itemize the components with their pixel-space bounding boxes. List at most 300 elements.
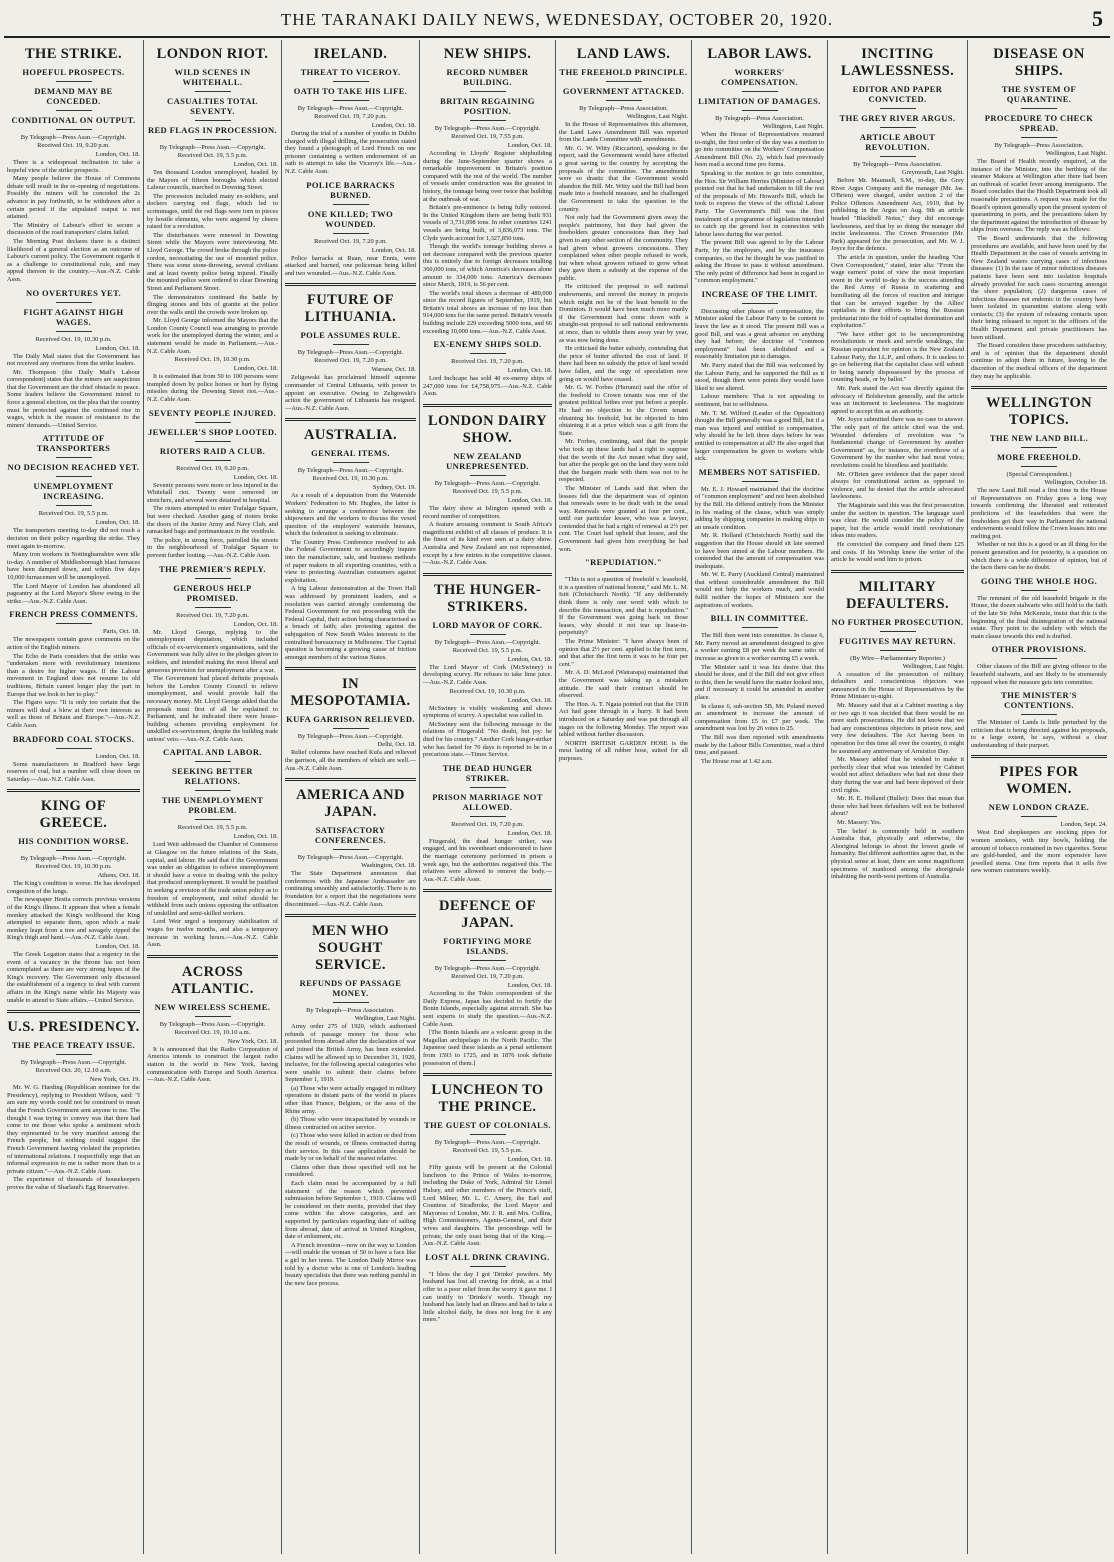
subheading: POLICE BARRACKS BURNED. bbox=[306, 179, 395, 200]
subheading: THE GUEST OF COLONIALS. bbox=[424, 1120, 551, 1131]
short-rule bbox=[742, 303, 778, 304]
received-time: Received Oct. 19, 9.20 p.m. bbox=[37, 142, 110, 149]
short-rule bbox=[333, 849, 369, 850]
short-rule bbox=[880, 650, 916, 651]
paragraph: In the House of Representatives this afternoon, the Land Laws Amendment Bill was reported from the Lands Committee with amendments. bbox=[559, 121, 688, 144]
headline: IN MESOPOTAMIA. bbox=[290, 676, 411, 710]
subheading: HIS CONDITION WORSE. bbox=[18, 836, 129, 847]
subheading: WORKERS' COMPENSATION. bbox=[720, 67, 799, 87]
subheading: LORD MAYOR OF CORK. bbox=[432, 619, 543, 630]
subheading: GENEROUS HELP PROMISED. bbox=[173, 582, 252, 603]
paragraph: The dairy show at Islington opened with a record number of competitors. bbox=[423, 505, 552, 520]
byline: (Special Correspondent.) bbox=[1006, 471, 1072, 479]
byline: By Telegraph—Press Association. bbox=[306, 1007, 395, 1015]
paragraph: The Echo de Paris considers that the strike was "undertaken more with revolutionary intentions than a desire for higher wages. If the Labour movement in England does not resume its old traditions, Britain cannot longer play the part in Europe that we look to her to play." bbox=[7, 652, 140, 698]
dateline: London, Oct. 18. bbox=[95, 151, 140, 158]
received-time: Received Oct. 19, 5.5 p.m. bbox=[177, 824, 248, 832]
paragraph: (a) Those who were actually engaged in military operations in distant parts of the world in places other than France, Belgium, or the area of the Rhine army. bbox=[285, 1084, 416, 1115]
dateline: London, Oct. 18. bbox=[507, 696, 552, 704]
byline: By Telegraph—Press Association. bbox=[715, 115, 804, 122]
paragraph: The police, in strong force, patrolled the streets in the neighbourhood of Trafalgar Square to prevent further looting.—Aus.-N.Z. Cable Assn. bbox=[147, 536, 278, 559]
received-time: Received Oct. 19, 10.30 p.m. bbox=[35, 863, 112, 871]
dateline: Wellington, October 18. bbox=[1044, 479, 1107, 487]
short-rule bbox=[470, 1266, 506, 1267]
dateline: London, Oct. 18. bbox=[233, 833, 278, 841]
paragraph: Mr. W. E. Parry (Auckland Central) maintained that without considerable amendment the Bill would not help the workers much, and would fulfil neither the hopes of Ministers nor the aspirations of workers. bbox=[695, 571, 824, 609]
subheading: CAPITAL AND LABOR. bbox=[163, 747, 262, 758]
subheading: OATH TO TAKE HIS LIFE. bbox=[293, 86, 408, 96]
short-rule bbox=[195, 790, 231, 791]
paragraph: Labour members: That is not appealing to sentiment, but to selfishness. bbox=[695, 393, 824, 408]
paragraph: The Figaro says: "It is only too certain that the miners will deal a blow at their own interests as well as those of Britain and Europe."—Aus.-N.Z. Cable Assn. bbox=[7, 699, 140, 729]
short-rule bbox=[470, 475, 506, 476]
headline: DEFENCE OF JAPAN. bbox=[438, 898, 537, 932]
short-rule bbox=[742, 91, 778, 92]
subheading: KUFA GARRISON RELIEVED. bbox=[286, 714, 415, 725]
short-rule bbox=[470, 816, 506, 817]
paragraph: The Board of Health recently enquired, at the instance of the Minister, into the berthing of the steamer Makura at Wellington after there had been an outbreak of scarlet fever among immigrants. The Board concludes that the Health Department took all reasonable precautions. A request was made for the Board's opinion generally upon the present system of quarantining in ports, and the precautions taken by the department against the introduction of disease by ships from overseas. The reply was as follows: bbox=[971, 158, 1107, 234]
short-rule bbox=[333, 462, 369, 463]
byline: By Telegraph—Press Assn.—Copyright. bbox=[297, 105, 404, 112]
short-rule bbox=[880, 631, 916, 632]
byline: By Telegraph—Press Assn.—Copyright. bbox=[297, 467, 404, 475]
headline: KING OF GREECE. bbox=[39, 798, 108, 832]
short-rule bbox=[333, 233, 369, 234]
paragraph: Discussing other phases of compensation, the Minister asked the Labour Party to be content to leave the law as it stood. The present Bill was a good Bill, and was a great advance on anything they had before; the doctrine of "common employment" had been abolished and a reasonably limitation put to damages. bbox=[695, 307, 824, 361]
dateline: London, Oct. 18. bbox=[507, 829, 552, 837]
short-rule bbox=[470, 1134, 506, 1135]
headline: IRELAND. bbox=[313, 46, 388, 62]
page-number: 5 bbox=[1092, 6, 1104, 31]
subheading: REFUNDS OF PASSAGE MONEY. bbox=[299, 978, 402, 999]
short-rule bbox=[195, 460, 231, 461]
paragraph: The Bill was then reported with amendments made by the Labour Bills Committee, read a third time, and passed. bbox=[695, 733, 824, 757]
divider bbox=[7, 1010, 140, 1013]
received-time: Received Oct. 19, 10.10 a.m. bbox=[174, 1028, 251, 1036]
paragraph: Seventy persons were more or less injured in the Whitehall riot. Twenty were removed on stretchers, and several were detained in hospital. bbox=[147, 481, 278, 504]
subheading: LOST ALL DRINK CRAVING. bbox=[425, 1251, 550, 1262]
received-time: Received Oct. 19, 5.5 p.m. bbox=[38, 510, 109, 518]
paragraph: Mr. Lloyd George informed the Mayors that the London County Council was arranging to provide work for the unemployed during the winter, and a statement would be made in Parliament.—Aus.-N.Z. Cable Assn. bbox=[147, 317, 278, 355]
short-rule bbox=[333, 81, 369, 82]
subheading: NEW WIRELESS SCHEME. bbox=[154, 1001, 271, 1012]
paragraph: Lord Inchcape has sold 40 ex-enemy ships of 247,000 tons for £4,758,975.—Aus.-N.Z. Cable Assn. bbox=[423, 375, 552, 398]
paragraph: "This is not a question of freehold v. leasehold, it is a question of national honour," said Mr. L. M. Isitt (Christchurch North). "If any deliberately think there is only one word with which to describe this transaction, and that is repudiation." If the Government was going back on those leases, why should it not tear up lease-in-perpetuity? bbox=[559, 576, 688, 637]
received-time: Received Oct. 19, 7.20 p.m. bbox=[176, 611, 249, 619]
dateline: Wellington, Last Night. bbox=[626, 113, 688, 120]
dateline: London, Oct. 18. bbox=[233, 365, 278, 373]
paragraph: The Country Press Conference resolved to ask the Federal Government to accordingly inquire into the manufacture, sale, and business methods of paper makers in all exporting countries, with a view to protecting Australian consumers against exploitation. bbox=[285, 538, 416, 584]
received-time: Received Oct. 19, 10.30 p.m. bbox=[312, 475, 389, 483]
divider bbox=[285, 283, 416, 286]
subheading: THE UNEMPLOYMENT PROBLEM. bbox=[161, 795, 264, 816]
received-time: Received Oct. 19, 7.20 p.m. bbox=[314, 357, 387, 365]
paragraph: Mr. Lloyd George, replying to the unemployment deputation, which included officials of ex-servicemen's organisations, said the Government was fully alive to the pledges given to soldiers, and intended making the most liberal and generous provision for unemployment after a war. bbox=[147, 628, 278, 674]
newspaper-page bbox=[4, 4, 1110, 1554]
short-rule bbox=[470, 120, 506, 121]
paragraph: During the trial of a number of youths in Dublin charged with illegal drilling, the prosecution stated they found a photograph of Lord French on one prisoner containing a written endorsement of an oath to attempt to take the Viceroy's life.—Aus.-N.Z. Cable Assn. bbox=[285, 130, 416, 175]
paragraph: A big Labour demonstration at the Town Hall was addressed by prominent leaders, and a resolution was carried strongly condemning the Federal Government for not proceeding with the Federal Capital, their action being characterised as a breach of faith; also protesting against the subjugation of New South Wales interests to the centralised bureaucracy in Melbourne. The Capital question is becoming a growing cause of friction amongst members of the various States. bbox=[285, 585, 416, 661]
column-8 bbox=[968, 40, 1110, 1554]
subheading: NO OVERTURES YET. bbox=[25, 287, 122, 298]
paragraph: The Daily Mail states that the Government has not received any overtures from the strike leaders. bbox=[7, 352, 140, 368]
short-rule bbox=[56, 1054, 92, 1055]
subheading: RIOTERS RAID A CLUB. bbox=[159, 445, 266, 456]
received-time: Received Oct. 19, 5.5 p.m. bbox=[452, 488, 523, 496]
byline: By Telegraph—Press Assn.—Copyright. bbox=[297, 854, 404, 862]
paragraph: Fitzgerald, the dead hunger striker, was engaged, and his sweetheart endeavoured to have the marriage ceremony performed in prison a week ago, but the authorities negatived this. The relatives were allowed to remove the body.—Aus.-N.Z. Cable Assn. bbox=[423, 837, 552, 883]
received-time: Received Oct. 19, 10.30 p.m. bbox=[35, 335, 112, 343]
received-time: Received Oct. 19, 7.20 p.m. bbox=[451, 358, 524, 366]
paragraph: Mr. T. M. Wilford (Leader of the Opposition) thought the Bill generally was a good Bill, but if a man was injured and entitled to compensation, why should he be left three days before he was entitled to compensation at all? He also urged that larger compensation be given to workers while sick. bbox=[695, 409, 824, 463]
dateline: London, Oct. 18. bbox=[95, 344, 140, 352]
paragraph: The State Department announces that conferences with the Japanese Ambassador are continuing smoothly and satisfactorily. There is no foundation for a report that the negotiations were discontinued.—Aus.-N.Z. Cable Assn. bbox=[285, 870, 416, 908]
subheading: GOING THE WHOLE HOG. bbox=[980, 575, 1098, 586]
dateline: London, Oct. 18. bbox=[95, 943, 140, 951]
dateline: London, Oct. 18. bbox=[233, 473, 278, 481]
short-rule bbox=[1021, 714, 1057, 715]
column-3 bbox=[282, 40, 420, 1554]
subheading: RECORD NUMBER BUILDING. bbox=[446, 67, 529, 87]
paragraph: Each claim must be accompanied by a full statement of the reason which prevented submission before September 1, 1919. Claims will be considered on their merits, provided that they come within the above categories, and are supported by particulars regarding date of sailing from abroad, date of arrival in United Kingdom, date of enlistment, etc. bbox=[285, 1180, 416, 1241]
byline: By Telegraph—Press Association. bbox=[579, 105, 668, 112]
headline: LONDON DAIRY SHOW. bbox=[427, 413, 548, 447]
headline: LAND LAWS. bbox=[576, 46, 671, 62]
headline: THE HUNGER-STRIKERS. bbox=[433, 581, 542, 615]
dateline: London, Oct. 18. bbox=[95, 752, 140, 760]
subheading: THE FREEHOLD PRINCIPLE. bbox=[559, 67, 688, 77]
dateline: Wellington, Last Night. bbox=[1045, 150, 1107, 157]
paragraph: Some manufacturers in Bradford have large reserves of coal, but a number will close down on Saturday.—Aus.-N.Z. Cable Assn. bbox=[7, 760, 140, 783]
subheading: SEVENTY PEOPLE INJURED. bbox=[148, 407, 277, 418]
paragraph: The newspapers contain grave comments on the action of the English miners. bbox=[7, 636, 140, 651]
paragraph: The remnant of the old leasehold brigade in the House, the dozen stalwarts who still hold to the faith of the late Sir John McKenzie, insist that this is the beginning of the final disintegration of the national estate. They point to the subtlety with which the main clause towards this end is drafted. bbox=[971, 594, 1107, 640]
divider bbox=[423, 573, 552, 576]
short-rule bbox=[195, 578, 231, 579]
paragraph: Mr. Massey said that at a Cabinet meeting a day or two ago it was decided that there would be no more such prosecutions. He did not know that we had any conscientious objectors in prison now, and very few defaulters. The Act having been in operation for this time all over the country, it might be assumed any anniversary of Armistice Day. bbox=[831, 702, 964, 755]
headline: AMERICA AND JAPAN. bbox=[296, 787, 405, 821]
paragraph: The new Land Bill read a first time in the House of Representatives on Friday goes a long way towards confirming the liberated and reiterated predictions of the leaseholders that were the freeholders got their way in Parliament the national endowments would follow the Crown leases into one melting pot. bbox=[971, 487, 1107, 540]
dateline: Greymouth, Last Night. bbox=[901, 169, 964, 176]
column-4 bbox=[420, 40, 556, 1554]
subheading: THE NEW LAND BILL. bbox=[989, 433, 1089, 444]
paragraph: Mr. Joyce submitted there was no case to answer. The only part of the article cited was the end. Wounded defenders of revolution was "a fundamental change of Government by another Government" as, for instance, the overthrow of a Government by the number who had most votes; revolutions could be bloodless and justifiable. bbox=[831, 416, 964, 469]
subheading: GOVERNMENT ATTACKED. bbox=[562, 86, 685, 96]
paragraph: Before Mr. Maunsell, S.M., to-day, the Grey River Argus Company and the manager (Mr. Jas. O'Brien) were charged, under section 2 of the Police Offences Amendment Act, 1919, that by publishing in the Argus on Aug. 9th an article headed "Blackbell Notes," they did encourage lawlessness, and that by so doing the manager did incite lawlessness. The Crown Prosecutor (Mr. Park) appeared for the prosecution, and Mr. W. J. Joyce for the defence. bbox=[831, 177, 964, 253]
paragraph: Claims other than those specified will not be considered. bbox=[285, 1163, 416, 1179]
short-rule bbox=[195, 1016, 231, 1017]
short-rule bbox=[195, 120, 231, 121]
paragraph: Mr. E. J. Howard maintained that the doctrine of "common employment" and not been abolished by the Bill. He differed entirely from the Minister in his reading of the clause, which was simply adding by shipping companies in making ships in an unsafe condition. bbox=[695, 485, 824, 531]
received-time: Received Oct. 19, 7.20 p.m. bbox=[314, 237, 387, 245]
subheading: SEEKING BETTER RELATIONS. bbox=[172, 766, 253, 787]
paragraph: The Minister of Lands said that when the lessees fell due the department was of opinion that renewals were to be dealt with in the usual way. Renewals were granted at four per cent., until our particular lessee, who was a lawyer, contended that he had a right of renewal at 2½ per cent. The Court had upheld that lessee, and the Government had given him everything he had won. bbox=[559, 484, 688, 553]
subheading: BRITAIN REGAINING POSITION. bbox=[440, 96, 535, 116]
paragraph: The Minister of Lands is little perturbed by the criticism that is being directed against his proposals, to a large extent, he says, without a clear understanding of their purport. bbox=[971, 719, 1107, 749]
short-rule bbox=[56, 81, 92, 82]
short-rule bbox=[56, 129, 92, 130]
subheading: FRENCH PRESS COMMENTS. bbox=[9, 609, 138, 620]
subheading: THREAT TO VICEROY. bbox=[300, 67, 401, 77]
column-2 bbox=[144, 40, 282, 1554]
paragraph: He convicted the company and fined them £25 and costs. If his Worship knew the writer of the article he would send him to prison. bbox=[831, 540, 964, 564]
byline: By Telegraph—Press Assn.—Copyright. bbox=[434, 125, 541, 132]
divider bbox=[147, 955, 278, 958]
paragraph: The Lord Mayor of Cork (McSwiney) is developing scurvy. He refuses to take lime juice.—Aus.-N.Z. Cable Assn. bbox=[423, 663, 552, 686]
dateline: Washington, Oct. 18. bbox=[361, 862, 416, 870]
paragraph: McSwiney sent the following message to the relations of Fitzgerald: "No doubt, but joy: he died for his country." Another Cork hunger-striker who has fasted for 70 days is reported to be in a precarious state.—Times Service. bbox=[423, 720, 552, 759]
short-rule bbox=[742, 481, 778, 482]
dateline: London, Oct. 18. bbox=[371, 122, 416, 129]
short-rule bbox=[1021, 108, 1057, 109]
headline: WELLINGTON TOPICS. bbox=[985, 395, 1093, 429]
short-rule bbox=[606, 571, 642, 572]
subheading: EDITOR AND PAPER CONVICTED. bbox=[852, 84, 943, 104]
subheading: NEW LONDON CRAZE. bbox=[988, 802, 1090, 813]
column-1 bbox=[4, 40, 144, 1554]
dateline: London, Oct. 18. bbox=[507, 497, 552, 505]
received-time: Received Oct. 19, 7.20 p.m. bbox=[451, 820, 524, 828]
paragraph: "We have either got to be uncompromising revolutionists or meek and servile weaklings, the Russian equivalent for opinion is the New Zealand Labour Party, the I.L.P., and others. It is useless to go on believing that the capitalist class will submit to being tamely dispossessed by the process of counting heads, or by ballot." bbox=[831, 330, 964, 384]
dateline: Wellington, Last Night. bbox=[354, 1015, 416, 1023]
dateline: London, Sept. 24. bbox=[1060, 821, 1107, 829]
divider bbox=[7, 789, 140, 792]
dateline: Wellington, Last Night. bbox=[762, 123, 824, 130]
column-6 bbox=[692, 40, 828, 1554]
subheading: JEWELLER'S SHOP LOOTED. bbox=[148, 426, 277, 437]
subheading: THE MINISTER'S CONTENTIONS. bbox=[1001, 690, 1077, 711]
paragraph: The Lord Mayor of London has abandoned all pageantry at the Lord Mayor's Show owing to the strike.—Aus.-N.Z. Cable Assn. bbox=[7, 582, 140, 605]
short-rule bbox=[333, 204, 369, 205]
paragraph: The world's total shows a decrease of 489,000 since the record figures of September, 1919, but Britain's total shows an increase of no less than 914,000 tons for the same period. Britain's vessels building include 229 exceeding 5000 tons, and 66 exceeding 10,000 tons.—Aus.-N.Z. Cable Assn. bbox=[423, 289, 552, 335]
byline: By Telegraph—Press Assn.—Copyright. bbox=[20, 134, 127, 141]
subheading: THE PEACE TREATY ISSUE. bbox=[11, 1040, 136, 1051]
subheading: LIMITATION OF DAMAGES. bbox=[698, 96, 821, 106]
short-rule bbox=[56, 623, 92, 624]
byline: By Telegraph—Press Assn.—Copyright. bbox=[20, 1059, 127, 1067]
columns bbox=[4, 40, 1110, 1554]
short-rule bbox=[470, 787, 506, 788]
paragraph: Mr. Massey: Yes. bbox=[837, 818, 882, 826]
paragraph: (c) Those who were killed in action or died from the result of wounds, or illness contracted during their service. In this case application should be made by or on behalf of the nearest relative. bbox=[285, 1132, 416, 1163]
received-time: Received Oct. 19, 7.55 p.m. bbox=[451, 133, 524, 140]
paragraph: The Ministry of Labour's effort to secure a discussion of the road transporters' claim failed. bbox=[7, 221, 140, 237]
subheading: MEMBERS NOT SATISFIED. bbox=[698, 466, 821, 477]
subheading: NO DECISION REACHED YET. bbox=[7, 462, 140, 473]
paragraph: The procession included many ex-soldiers, and dockers carrying red flags, which led to scrimmages, until the red flags were torn to pieces by hostile elements, who were angered by cheers raised for a revolution. bbox=[147, 192, 278, 231]
byline: By Telegraph—Press Assn.—Copyright. bbox=[434, 1139, 541, 1147]
subheading: INCREASE OF THE LIMIT. bbox=[701, 288, 818, 299]
byline: By Telegraph—Press Assn.—Copyright. bbox=[20, 855, 127, 863]
short-rule bbox=[1021, 590, 1057, 591]
short-rule bbox=[56, 110, 92, 111]
short-rule bbox=[56, 302, 92, 303]
paragraph: West End shopkeepers are stocking pipes for women smokers, with tiny bowls, holding the amount of tobacco contained in two cigarettes. Some are gold-banded, and the more expensive have jewelled stems. One firm reports that it sells five new women customers weekly. bbox=[971, 829, 1107, 875]
paragraph: Many people believe the House of Commons debate will result in the re-opening of negotiations. Possibly the miners will be conceded the 2s advance in pay forthwith, to be withdrawn after a certain period if the stipulated output is not attained. bbox=[7, 175, 140, 221]
dateline: Warsaw, Oct. 18. bbox=[371, 366, 416, 374]
short-rule bbox=[195, 761, 231, 762]
short-rule bbox=[1021, 137, 1057, 138]
subheading: GENERAL ITEMS. bbox=[311, 448, 390, 459]
masthead bbox=[4, 4, 1110, 38]
paragraph: According to Lloyds' Register shipbuilding during the June-September quarter shows a remarkable improvement in Britain's position compared with the rest of the world. The number of vessels under construction was the greatest in history, the tonnage being over twice that building at the outbreak of war. bbox=[423, 150, 552, 203]
paragraph: The disturbances were renewed in Downing Street while the Mayors were interviewing Mr. Lloyd George. The crowd broke through the police cordon, necessitating the use of mounted police. There was some stone-throwing, several civilians and at least twenty police being injured. Finally the mounted police were ordered to clear Downing Street and Parliament Street. bbox=[147, 231, 278, 292]
received-time: Received Oct. 19, 7.20 p.m. bbox=[451, 973, 524, 981]
short-rule bbox=[470, 353, 506, 354]
short-rule bbox=[195, 422, 231, 423]
headline: DISEASE ON SHIPS. bbox=[993, 46, 1085, 79]
column-5 bbox=[556, 40, 692, 1554]
received-time: Received Oct. 19, 9.20 p.m. bbox=[176, 464, 249, 472]
paragraph: He criticised the proposal to sell national endowments, and moved the money in projects which might not be of the least benefit to the Dominion. It would have been much more manly if the Government had come down with a straight-out proposal to sell national endowments at once, than to whittle them away year by year, as was now being done. bbox=[559, 283, 688, 344]
paragraph: The Bill then went into committee. In clause 6, Mr. Parry moved an amendment designed to give a worker earning £8 per week the same ratio of increase as given to a worker earning £5 a week. bbox=[695, 632, 824, 663]
paragraph: Mr. O'Brien gave evidence that the paper stood always for constitutional action as opposed to violence, and he denied that the article advocated lawlessness. bbox=[831, 470, 964, 501]
short-rule bbox=[1021, 447, 1057, 448]
paragraph: Mr. W. G. Harding (Republican nominee for the Presidency), replying to President Wilson, said: "I am sure my words could not be construed to mean that the French Government sent anyone to me. The thought I was trying to convey was that there had come to me those who spoke a sentiment which they represented to be very manifest among the French people, but nothing could suggest the French Government having violated the proprieties of international relations. I respectfully urge that an informal expression to me is rather more than to a private citizen."—Aus.-N.Z. Cable Assn. bbox=[7, 1084, 140, 1175]
headline: AUSTRALIA. bbox=[303, 427, 398, 444]
short-rule bbox=[470, 960, 506, 961]
subheading: OTHER PROVISIONS. bbox=[991, 644, 1087, 655]
paragraph: Not only had the Government given away the people's patrimony, but they had given the freeholders greater concessions than they had given to any other section of the community. They had given wheat growers concessions. They complained when other people refused to work, but when wheat growers refused to grow wheat they gave them a subsidy at the expense of the public. bbox=[559, 214, 688, 282]
divider bbox=[285, 667, 416, 670]
paragraph: Mr. Forbes, continuing, said that the people who took up these lands had a right to suppose that the words of the Act meant what they said, but after the people got on the land they were told that the bargain made with them was not to be respected. bbox=[559, 438, 688, 484]
short-rule bbox=[333, 344, 369, 345]
paragraph: The present Bill was agreed to by the Labour Party, by the employers, and by the insurance companies, so that he thought he was justified in asking the House to pass it without amendment. The only point of difference had been in regard to "common employment." bbox=[695, 239, 824, 285]
paragraph: Fifty guests will be present at the Colonial luncheon to the Prince of Wales to-morrow, including the Duke of York, Admiral Sir Lionel Halsey, and other members of the Prince's staff, Lord Milner, Mr. L. C. Amery, the Earl and Countess of Stradbroke, the Lord Mayor and Mayoress of London, Mr. J. R. and Mrs. Collins, High Commissioners, Agents-General, and their wives and daughters. The proceedings will be private, the only toast being that of the King.—Aus.-N.Z. Cable Assn. bbox=[423, 1164, 552, 1248]
subheading: CONDITIONAL ON OUTPUT. bbox=[11, 115, 136, 125]
byline: By Telegraph—Press Assn.—Copyright. bbox=[434, 965, 541, 973]
short-rule bbox=[195, 441, 231, 442]
received-time: Received Oct. 19, 7.20 p.m. bbox=[314, 113, 387, 120]
headline: U.S. PRESIDENCY. bbox=[7, 1019, 140, 1036]
paragraph: [The Bonin Islands are a volcanic group in the Magellan archipelago in the North Pacific. The Japanese used these islands as a penal settlement from 1593 to 1725, and in 1876 took definite possession of them.] bbox=[423, 1029, 552, 1067]
headline: INCITING LAWLESSNESS. bbox=[840, 46, 955, 79]
paragraph: As a result of a deputation from the Waterside Workers' Federation to Mr. Hughes, the latter is seeking to arrange a conference between the shipowners and the workers to discuss the vexed question of the employers' waterside bureaux, which the federation is seeking to eliminate. bbox=[285, 492, 416, 538]
dateline: London, Oct. 18. bbox=[233, 161, 278, 168]
paragraph: The newspaper Hestia corrects previous versions of the King's illness. It appears that when a female monkey attacked the King's wolfhound the King attempted to separate them, upon which a male monkey leapt from a tree and savagely ripped the King's thigh and hand.—Aus.-N.Z. Cable Assn. bbox=[7, 896, 140, 942]
paragraph: The demonstrators continued the battle by flinging stones and bits of granite at the police over the walls until the crowds were broken up. bbox=[147, 293, 278, 316]
divider bbox=[831, 570, 964, 573]
dateline: Delhi, Oct. 18. bbox=[377, 741, 416, 749]
short-rule bbox=[470, 91, 506, 92]
dateline: Paris, Oct. 18. bbox=[102, 628, 140, 636]
paragraph: Mr. Parry stated that the Bill was welcomed by the Labour Party, and he supported the Bill as it stood, though there were points they would have liked to see altered. bbox=[695, 362, 824, 392]
divider bbox=[285, 418, 416, 421]
paragraph: Whether or not this is a good or an ill thing for the present generation and for posterity, is a question on which there is a wide difference of opinion, but of the facts there can be no doubt. bbox=[971, 541, 1107, 572]
subheading: FUGITIVES MAY RETURN. bbox=[839, 635, 956, 646]
headline: MILITARY DEFAULTERS. bbox=[845, 578, 950, 612]
paragraph: Mr. R. Holland (Christchurch North) said the suggestion that the House should sit late seemed to have been aimed at the Labour members. He contended that the amount of compensation was inadequate. bbox=[695, 532, 824, 570]
paragraph: Relief columns have reached Kufa and relieved the garrison, all the members of which are well.—Aus.-N.Z. Cable Assn. bbox=[285, 749, 416, 772]
paragraph: The Hon. A. T. Ngata pointed out that the 1918 Act had gone through in a hurry. It had been introduced on a Saturday and was put through all stages on the following Monday. The report was tabled without further discussion. bbox=[559, 700, 688, 739]
short-rule bbox=[333, 100, 369, 101]
subheading: MORE FREEHOLD. bbox=[997, 452, 1081, 463]
paragraph: Army order 275 of 1920, which authorised refunds of passage money for those who proceeded from abroad after the declaration of war and joined the British Army, has been extended. Claims will be allowed up to December 31, 1920, inclusive, for the following special categories who were unable to submit their claims before September 1, 1919. bbox=[285, 1023, 416, 1084]
paragraph: The experience of thousands of housekeepers proves the value of Sharland's Egg Reservative. bbox=[7, 1176, 140, 1191]
divider bbox=[971, 386, 1107, 389]
short-rule bbox=[880, 108, 916, 109]
byline: By Telegraph—Press Assn.—Copyright. bbox=[434, 480, 541, 488]
subheading: POLE ASSUMES RULE. bbox=[300, 330, 401, 341]
subheading: CASUALTIES TOTAL SEVENTY. bbox=[167, 96, 258, 116]
short-rule bbox=[470, 634, 506, 635]
subheading: THE GREY RIVER ARGUS. bbox=[839, 113, 956, 123]
divider bbox=[285, 778, 416, 781]
dateline: London, Oct. 18. bbox=[507, 367, 552, 375]
paragraph: Speaking to the motion to go into committee, the Hon. Sir William Herries (Minister of Labour) pointed out that he had undertaken to fill the rest of the proposals of Mr. Howard's Bill, which he took to express the views of the official Labour Party. The Government's Bill was the first instalment of a programme of legislation intended to catch up the ground lost in connection with labour laws during the war period. bbox=[695, 169, 824, 238]
paragraph: Mr. Park stated the Act was directly against the advocacy of Bolshevism generally, and the article was an incitement to lawlessness. The magistrate agreed to accept this as an authority. bbox=[831, 385, 964, 415]
paragraph: Other clauses of the Bill are giving offence to the leasehold stalwarts, and are likely to be strenuously opposed when the measure gets into committee. bbox=[971, 663, 1107, 686]
paragraph: The Board understands that the following procedures are available, and have been used by the Health Department in the case of vessels arriving in New Zealand waters carrying cases of infectious diseases: (1) In the case of minor infectious diseases patients have been sent into isolation hospitals already provided for such cases occurring amongst the shore population; (2) dangerous cases of infectious diseases not endemic in the country have been isolated in quarantine stations along with contacts; (3) the system of releasing contacts upon their being released to report to the officers of the Health Department and private practitioners has been utilised. bbox=[971, 234, 1107, 341]
short-rule bbox=[606, 81, 642, 82]
subheading: NEW ZEALAND UNREPRESENTED. bbox=[446, 451, 529, 472]
paragraph: The Magistrate said this was the first prosecution under the section in question. The language used was clear. He would consider the policy of the paper, but the article would instil revolutionary ideas into readers. bbox=[831, 501, 964, 540]
paragraph: (b) Those who were incapacitated by wounds or illness contracted on active service. bbox=[285, 1116, 416, 1131]
paragraph: The House rose at 1.42 a.m. bbox=[701, 757, 773, 765]
paragraph: Lord Weir addressed the Chamber of Commerce at Glasgow on the future relations of the State, capital, and labour. He said that if the Government was under an obligation to relieve unemployment it should have a voice in dealing with the policy that produced unemployment. It would be justified in seeking a revision of the trade union policy as to freedom of employment, and relief should be withheld from such unions opposing the utilisation of unskilled and semi-skilled workers. bbox=[147, 841, 278, 917]
subheading: WILD SCENES IN WHITEHALL. bbox=[174, 67, 251, 87]
headline: THE STRIKE. bbox=[24, 46, 123, 62]
paragraph: Mr. H. E. Holland (Buller): Does that mean that those who had been defaulters will not be bothered about? bbox=[831, 795, 964, 818]
subheading: THE PREMIER'S REPLY. bbox=[159, 563, 266, 574]
headline: LONDON RIOT. bbox=[156, 46, 269, 62]
subheading: ATTITUDE OF TRANSPORTERS bbox=[36, 433, 111, 454]
byline: By Telegraph—Press Assn.—Copyright. bbox=[297, 349, 404, 357]
dateline: London, Oct. 18. bbox=[507, 142, 552, 149]
paragraph: According to the Tokio correspondent of the Daily Express, Japan has decided to fortify the Bonin Islands, especially against aircraft. She has sent experts to study the question.—Aus.-N.Z. Cable Assn. bbox=[423, 990, 552, 1028]
dateline: London, Oct. 18. bbox=[371, 246, 416, 254]
dateline: London, Oct. 18. bbox=[507, 1156, 552, 1164]
received-time: Received Oct. 19, 5.5 p.m. bbox=[452, 646, 523, 654]
headline: PIPES FOR WOMEN. bbox=[999, 764, 1079, 798]
paragraph: A French invention—now on the way to London—will enable the woman of 50 to have a face like a girl in her teens. The London Daily Mirror was told by a doctor who is one of London's leading beauty specialists that there was nothing painful in the new face process. bbox=[285, 1241, 416, 1287]
paragraph: McSwiney is visibly weakening and shows symptoms of scurvy. A specialist was called in. bbox=[423, 704, 552, 720]
byline: By Telegraph—Press Assn.—Copyright. bbox=[297, 733, 404, 741]
headline: LUNCHEON TO THE PRINCE. bbox=[431, 1082, 544, 1116]
paragraph: There is a widespread inclination to take a hopeful view of the strike prospects. bbox=[7, 159, 140, 174]
headline: FUTURE OF LITHUANIA. bbox=[304, 292, 397, 326]
paragraph: A feature arousing comment is South Africa's magnificent exhibit of all classes of produce. It is the finest of its kind ever seen at a dairy show. Australia and New Zealand are not represented, except by a few entries in the competitive classes.—Aus.-N.Z. Cable Assn. bbox=[423, 521, 552, 567]
paragraph: Police barracks at Ruan, near Ennis, were attacked and burned, one policeman being killed and two wounded.—Aus.-N.Z. Cable Assn. bbox=[285, 254, 416, 277]
paragraph: The Board considers these procedures satisfactory, and is of opinion that the department should continue to adopt them in future, leaving to the discretion of the medical officers of the department they may be applicable. bbox=[971, 342, 1107, 380]
byline: By Telegraph—Press Association. bbox=[853, 161, 942, 168]
paragraph: The Government had placed definite proposals before the London County Council to relieve unemployment, and would provide half the necessary money. Mr. Lloyd George added that the proposals must first of all be explained to Parliament, and he indicated there were house-building schemes providing employment for unskilled ex-servicemen, despite the building trade unions' veto.—Aus.-N.Z. Cable Assn. bbox=[147, 675, 278, 743]
byline: By Telegraph—Press Association. bbox=[994, 142, 1084, 149]
byline: By Telegraph—Press Assn.—Copyright. bbox=[159, 1020, 266, 1028]
received-time: Received Oct. 19, 10.30 p.m. bbox=[174, 356, 251, 364]
paragraph: The transporters meeting to-day did not reach a decision on their policy regarding the strike. They meet again to-morrow. bbox=[7, 527, 140, 550]
dateline: Wellington, Last Night. bbox=[902, 662, 964, 670]
paragraph: Ten thousand London unemployed, headed by the Mayors of fifteen boroughs which elected Labour councils, marched to Downing Street. bbox=[147, 169, 278, 192]
paragraph: Mr. Massey added that he wished to make it perfectly clear that what was intended by Cabinet would not affect defaulters who had not done their duty during the war and had been deprived of their civil rights. bbox=[831, 756, 964, 794]
dateline: Athens, Oct. 18. bbox=[97, 872, 140, 880]
divider bbox=[423, 404, 552, 407]
received-time: Received Oct. 20, 12.10 a.m. bbox=[35, 1067, 112, 1075]
short-rule bbox=[606, 100, 642, 101]
dateline: London, Oct. 18. bbox=[95, 519, 140, 527]
divider bbox=[971, 755, 1107, 758]
paragraph: "I bless the day I got 'Drinko' powders. My husband has lost all craving for drink, as a trial offer to a poor relief from the worry it gave me. I can testify to 'Drinko's' worth. Though my husband has lately had an illness and had to take a little alcohol daily, he does not long for it any more." bbox=[423, 1270, 552, 1324]
column-7 bbox=[828, 40, 968, 1554]
short-rule bbox=[56, 331, 92, 332]
divider bbox=[423, 1073, 552, 1076]
paragraph: Zeligowski has proclaimed himself supreme commander of Central Lithuania, with power to appoint an executive. Owing to Zeligowski's action the government of Lithuania has resigned.—Aus.-N.Z. Cable Assn. bbox=[285, 374, 416, 412]
subheading: PROCEDURE TO CHECK SPREAD. bbox=[984, 113, 1094, 133]
short-rule bbox=[742, 110, 778, 111]
paragraph: The Morning Post declares there is a distinct likelihood of a general election as an outcome of Labour's current policy. The Government regards it as a challenge to constitutional rule, and may appeal thereon to the country.—Aus.-N.Z. Cable Assn. bbox=[7, 237, 140, 283]
paragraph: The King's condition is worse. He has developed congestion of the lungs. bbox=[7, 880, 140, 895]
short-rule bbox=[56, 850, 92, 851]
